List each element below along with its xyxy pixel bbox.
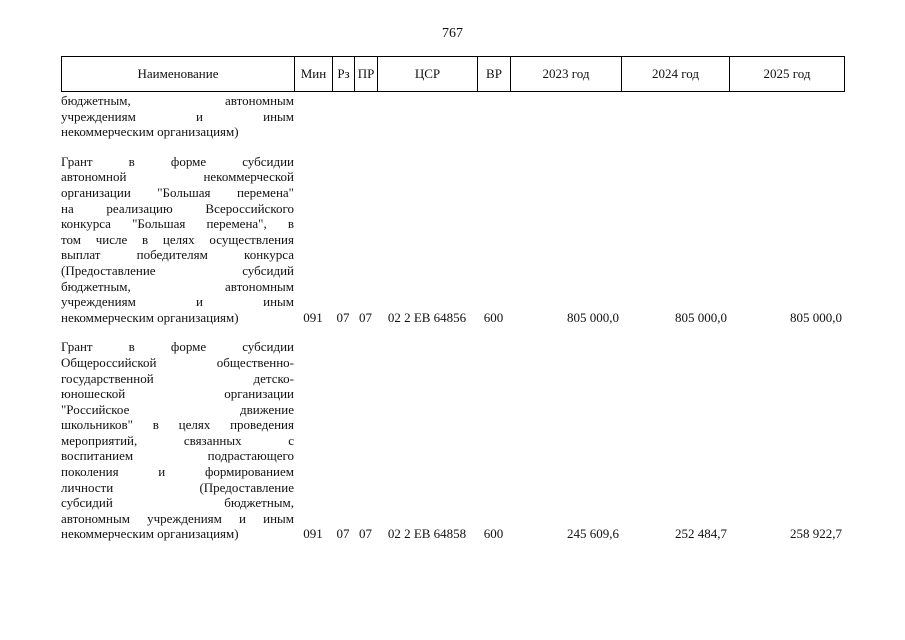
row-min: 091: [303, 526, 323, 542]
table-body: [61, 93, 844, 542]
header-csr: ЦСР: [378, 57, 478, 92]
row-name-line: Грант в форме субсидии: [61, 153, 294, 169]
row-value-2025: 258 922,7: [790, 526, 842, 542]
row-min: 091: [303, 309, 323, 325]
row-value-2025: [729, 93, 844, 140]
table-header: [61, 56, 845, 92]
row-name-line: некоммерческим организациям): [61, 526, 239, 542]
table-row: [61, 339, 844, 542]
row-value-2023: 805 000,0: [567, 309, 619, 325]
row-name-line: Общероссийской общественно-: [61, 354, 294, 370]
row-name-line: юношеской организации: [61, 386, 294, 402]
row-name-line: некоммерческим организациям): [61, 309, 239, 325]
header-year-2023: 2023 год: [511, 57, 622, 92]
row-name-line: на реализацию Всероссийского: [61, 200, 294, 216]
row-value-2023: 245 609,6: [567, 526, 619, 542]
page-number: 767: [442, 26, 463, 41]
row-name-line: "Российское движение: [61, 401, 294, 417]
row-name-line: мероприятий, связанных с: [61, 432, 294, 448]
row-vr: 600: [483, 309, 504, 325]
row-name-line: организации "Большая перемена": [61, 184, 294, 200]
row-value-2024: 805 000,0: [675, 309, 727, 325]
row-spacer-cell: [61, 325, 844, 339]
row-name-line: школьников" в целях проведения: [61, 417, 294, 433]
header-vr: ВР: [478, 57, 511, 92]
row-name: [61, 154, 294, 326]
row-value-2025: 805 000,0: [790, 309, 842, 325]
header-rz: Рз: [333, 57, 355, 92]
row-spacer: [61, 140, 844, 154]
header-name: Наименование: [62, 57, 295, 92]
row-rz: 07: [336, 309, 350, 325]
row-pr: 07: [359, 526, 372, 542]
row-pr: [354, 93, 377, 140]
row-name-line: конкурса "Большая перемена", в: [61, 216, 294, 232]
row-value-2023: [510, 93, 621, 140]
header-year-2024: 2024 год: [622, 57, 730, 92]
row-name-line: личности (Предоставление: [61, 479, 294, 495]
row-name-line: автономным учреждениям и иным: [61, 510, 294, 526]
row-name-line: бюджетным, автономным: [61, 93, 294, 108]
row-min: [294, 93, 332, 140]
row-name-line: Грант в форме субсидии: [61, 339, 294, 355]
row-name: [61, 93, 294, 140]
row-name-line: (Предоставление субсидий: [61, 262, 294, 278]
row-name-line: поколения и формированием: [61, 464, 294, 480]
row-vr: 600: [483, 526, 504, 542]
row-name-line: выплат победителям конкурса: [61, 247, 294, 263]
row-name-line: бюджетным, автономным: [61, 278, 294, 294]
header-pr: ПР: [355, 57, 378, 92]
row-spacer-cell: [61, 140, 844, 154]
row-name-line: автономной некоммерческой: [61, 169, 294, 185]
table-row: [61, 154, 844, 326]
row-vr: [477, 93, 510, 140]
table-row: [61, 93, 844, 140]
row-csr: [377, 93, 477, 140]
row-name-line: воспитанием подрастающего: [61, 448, 294, 464]
row-name-line: некоммерческим организациям): [61, 124, 239, 140]
row-name: [61, 339, 294, 542]
header-min: Мин: [295, 57, 333, 92]
row-name-line: учреждениям и иным: [61, 108, 294, 124]
row-rz: [332, 93, 354, 140]
row-name-line: государственной детско-: [61, 370, 294, 386]
row-spacer: [61, 325, 844, 339]
row-csr: 02 2 ЕВ 64858: [387, 526, 467, 542]
row-value-2024: [621, 93, 729, 140]
row-name-line: учреждениям и иным: [61, 294, 294, 310]
row-rz: 07: [336, 526, 350, 542]
row-name-line: субсидий бюджетным,: [61, 495, 294, 511]
row-pr: 07: [359, 309, 372, 325]
row-name-line: том числе в целях осуществления: [61, 231, 294, 247]
row-csr: 02 2 ЕВ 64856: [387, 309, 467, 325]
row-value-2024: 252 484,7: [675, 526, 727, 542]
header-year-2025: 2025 год: [730, 57, 845, 92]
